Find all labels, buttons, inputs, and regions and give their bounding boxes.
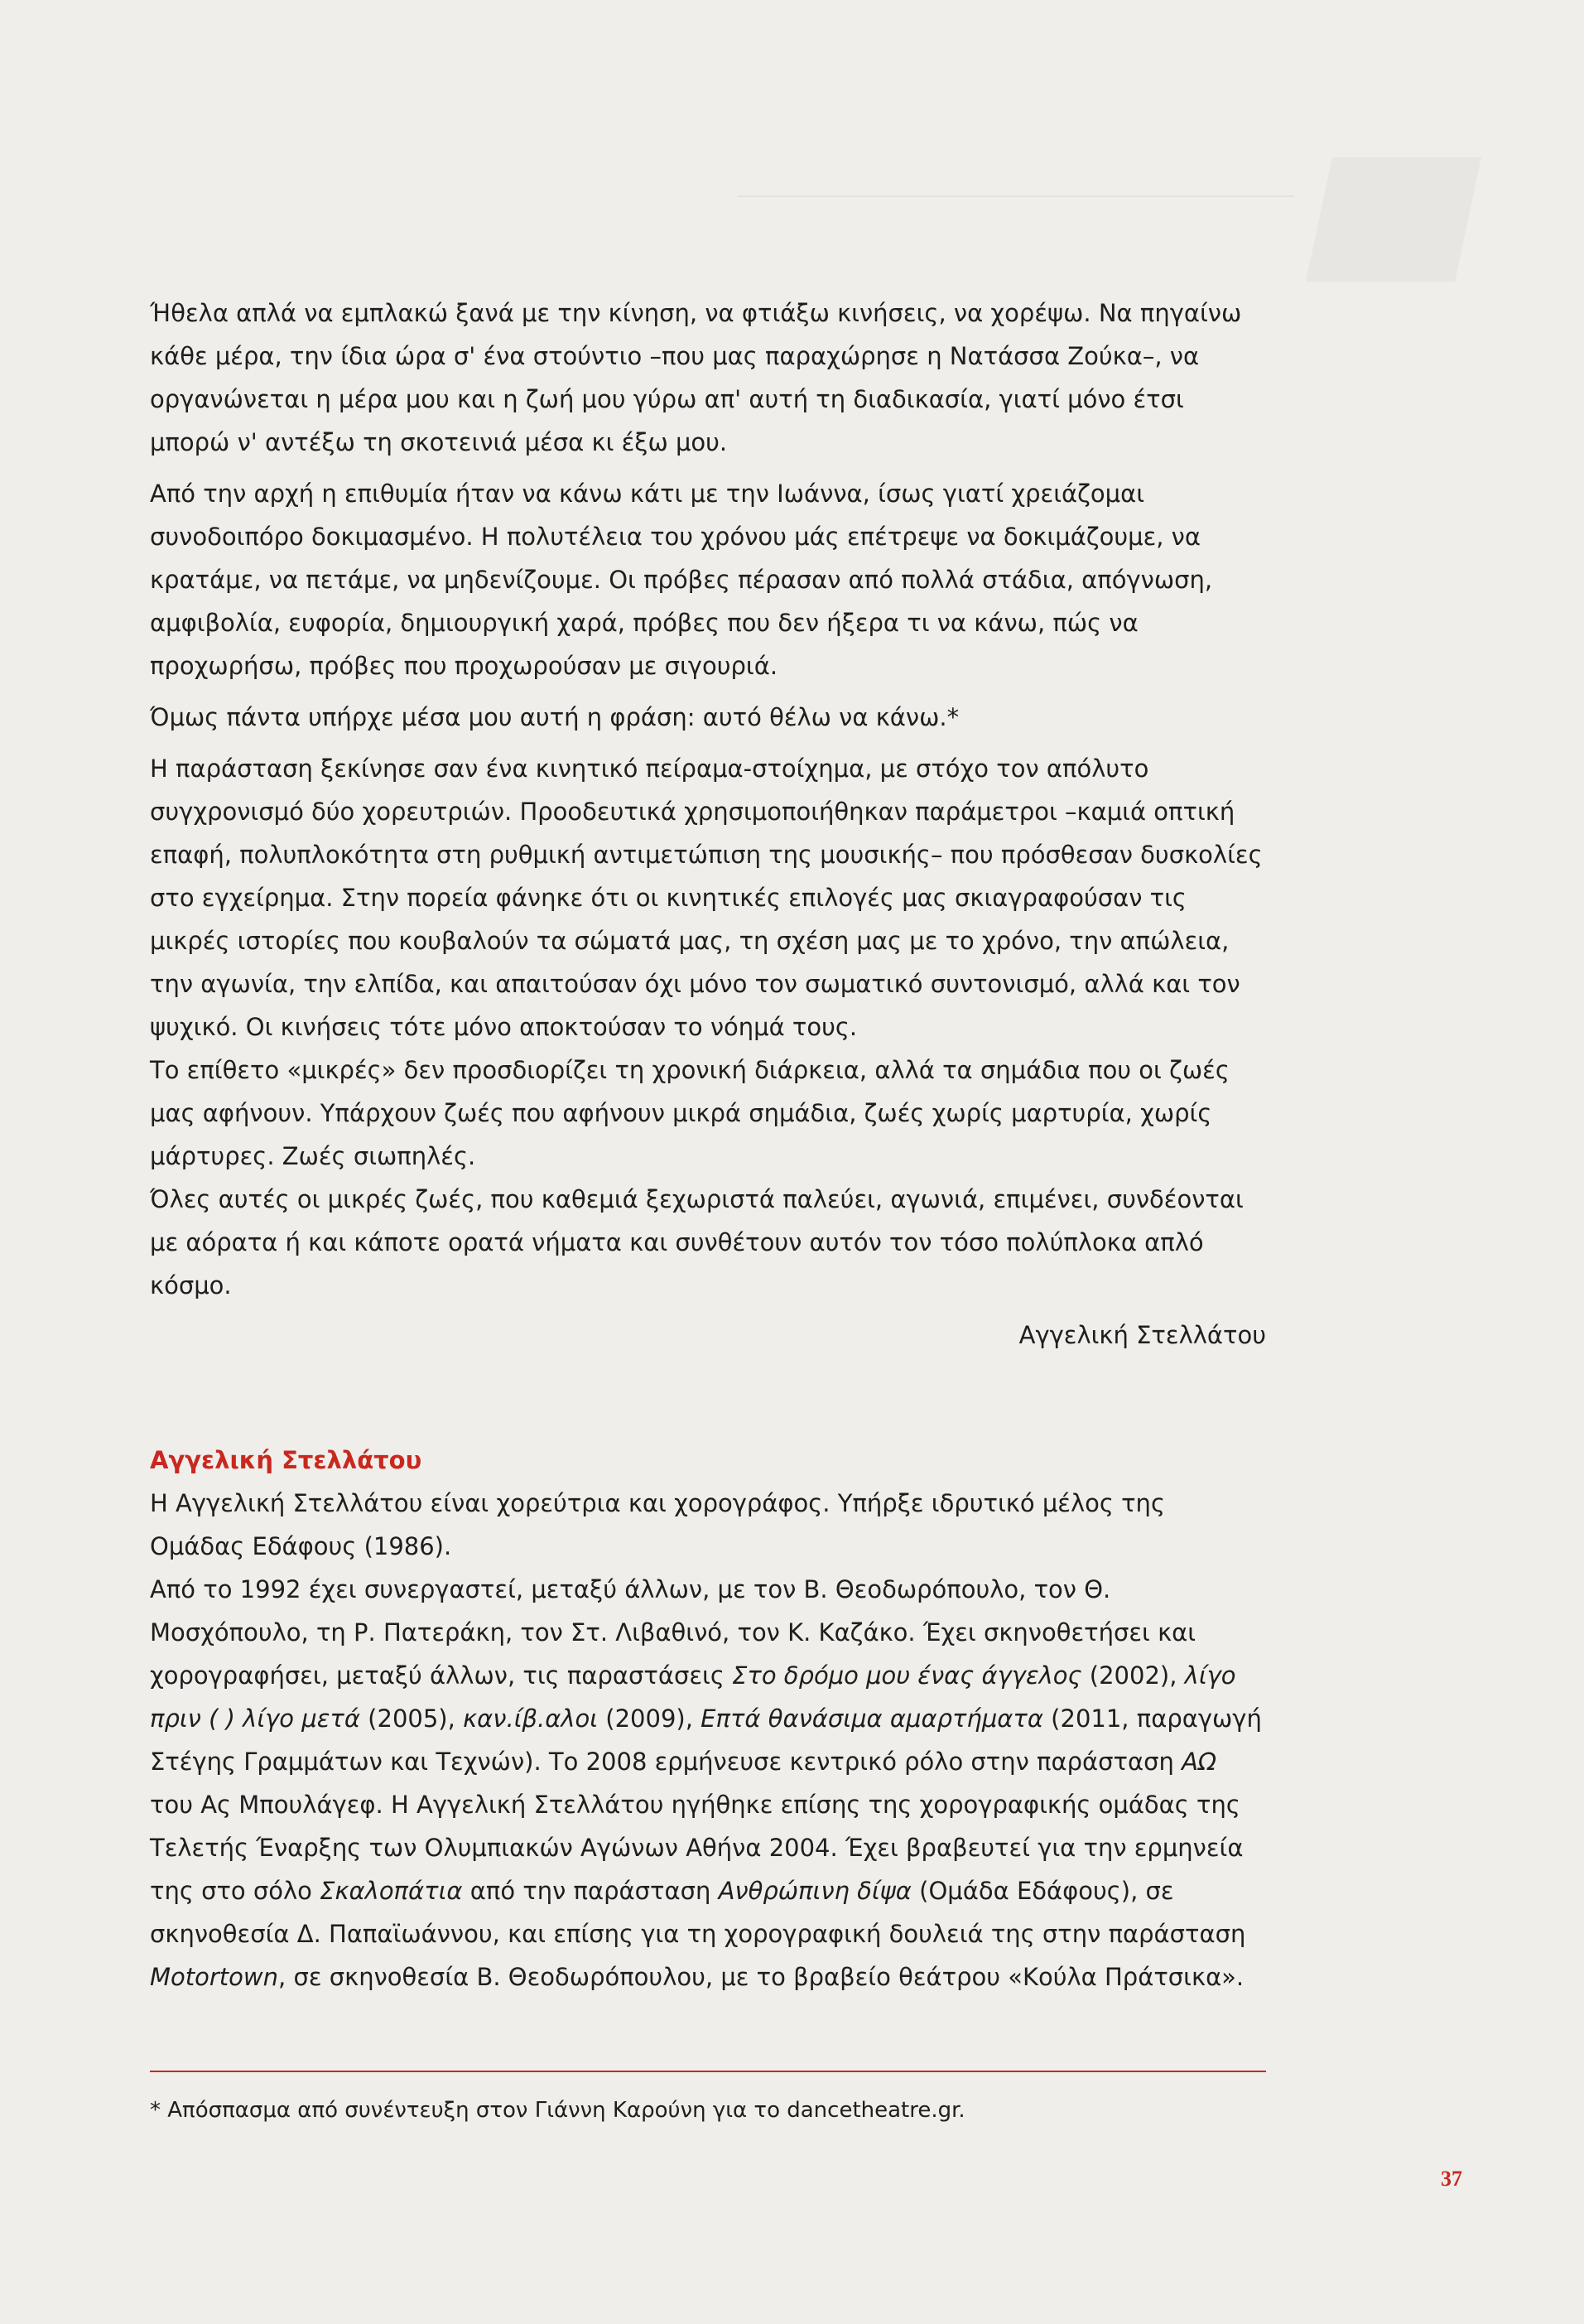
bio-heading: Αγγελική Στελλάτου xyxy=(150,1446,422,1474)
bio-text: Από το 1992 έχει συνεργαστεί, μεταξύ άλλων, με τον Β. Θεοδωρόπουλο, τον Θ. Μοσχόπουλο, τη Ρ. Πατεράκη, τον Στ. Λιβαθινό, τον Κ. Καζάκο. Έχει σκηνοθετήσει και χορογραφήσει, μεταξύ άλλων, τις παραστάσεις xyxy=(150,1575,1196,1690)
bio-text: (2009), xyxy=(598,1704,701,1733)
paragraph: Από την αρχή η επιθυμία ήταν να κάνω κάτι με την Ιωάννα, ίσως γιατί χρειάζομαι συνοδοιπόρο δοκιμασμένο. Η πολυτέλεια του χρόνου μάς επέτρεψε να δοκιμάζουμε, να κρατάμε, να πετάμε, να μηδενίζουμε. Οι πρόβες πέρασαν από πολλά στάδια, απόγνωση, αμφιβολία, ευφορία, δημιουργική χαρά, πρόβες που δεν ήξερα τι να κάνω, πώς να προχωρήσω, πρόβες που προχωρούσαν με σιγουριά. xyxy=(150,480,1213,680)
bleed-through-line xyxy=(737,195,1294,197)
bio-text: (2002), xyxy=(1081,1661,1185,1690)
work-title: Στο δρόμο μου ένας άγγελος xyxy=(732,1661,1082,1690)
bio-text: από την παράσταση xyxy=(462,1877,719,1905)
author-signature: Αγγελική Στελλάτου xyxy=(1018,1321,1266,1349)
work-title: λίγο πριν ( ) λίγο μετά xyxy=(150,1661,1236,1733)
work-title: καν.ίβ.αλοι xyxy=(463,1704,599,1733)
work-title: Σκαλοπάτια xyxy=(320,1877,463,1905)
bio-text: του Ας Μπουλάγεφ. Η Αγγελική Στελλάτου ηγήθηκε επίσης της χορογραφικής ομάδας της Τελετής Έναρξης των Ολυμπιακών Αγώνων Αθήνα 2004. Έχει βραβευτεί για την ερμηνεία της στο σόλο xyxy=(150,1791,1244,1905)
bio-text: (Ομάδα Εδάφους), σε σκηνοθεσία Δ. Παπαϊωάννου, και επίσης για τη χορογραφική δουλειά της στην παράσταση xyxy=(150,1877,1246,1948)
bio-text: , σε σκηνοθεσία Β. Θεοδωρόπουλου, με το βραβείο θεάτρου «Κούλα Πράτσικα». xyxy=(278,1963,1245,1991)
bio-text: (2005), xyxy=(359,1704,464,1733)
paragraph: Όλες αυτές οι μικρές ζωές, που καθεμιά ξεχωριστά παλεύει, αγωνιά, επιμένει, συνδέονται με αόρατα ή και κάποτε ορατά νήματα και συνθέτουν αυτόν τον τόσο πολύπλοκα απλό κόσμο. xyxy=(150,1185,1244,1299)
bleed-through-shape xyxy=(1306,157,1481,282)
article-body xyxy=(150,292,1266,1365)
bio-paragraph xyxy=(150,1568,1266,1999)
work-title: Motortown xyxy=(150,1963,279,1991)
paragraph: Όμως πάντα υπήρχε μέσα μου αυτή η φράση: αυτό θέλω να κάνω.* xyxy=(150,703,960,731)
work-title: Ανθρώπινη δίψα xyxy=(718,1877,912,1905)
paragraph: Ήθελα απλά να εμπλακώ ξανά με την κίνηση, να φτιάξω κινήσεις, να χορέψω. Να πηγαίνω κάθε μέρα, την ίδια ώρα σ' ένα στούντιο –που μας παραχώρησε η Νατάσσα Ζούκα–, να οργανώνεται η μέρα μου και η ζωή μου γύρω απ' αυτή τη διαδικασία, γιατί μόνο έτσι μπορώ ν' αντέξω τη σκοτεινιά μέσα κι έξω μου. xyxy=(150,299,1242,456)
footnote: * Απόσπασμα από συνέντευξη στον Γιάννη Καρούνη για το dancetheatre.gr. xyxy=(150,2098,965,2123)
bio-text: (2011, παραγωγή Στέγης Γραμμάτων και Τεχνών). Το 2008 ερμήνευσε κεντρικό ρόλο στην παράσταση xyxy=(150,1704,1262,1776)
paragraph: Το επίθετο «μικρές» δεν προσδιορίζει τη χρονική διάρκεια, αλλά τα σημάδια που οι ζωές μας αφήνουν. Υπάρχουν ζωές που αφήνουν μικρά σημάδια, ζωές χωρίς μαρτυρία, χωρίς μάρτυρες. Ζωές σιωπηλές. xyxy=(150,1056,1230,1170)
work-title: ΑΩ xyxy=(1182,1748,1217,1776)
bio-paragraph: Η Αγγελική Στελλάτου είναι χορεύτρια και χορογράφος. Υπήρξε ιδρυτικό μέλος της Ομάδας Εδάφους (1986). xyxy=(150,1489,1165,1560)
work-title: Επτά θανάσιμα αμαρτήματα xyxy=(701,1704,1043,1733)
paragraph: Η παράσταση ξεκίνησε σαν ένα κινητικό πείραμα-στοίχημα, με στόχο τον απόλυτο συγχρονισμό δύο χορευτριών. Προοδευτικά χρησιμοποιήθηκαν παράμετροι –καμιά οπτική επαφή, πολυπλοκότητα στη ρυθμική αντιμετώπιση της μουσικής– που πρόσθεσαν δυσκολίες στο εγχείρημα. Στην πορεία φάνηκε ότι οι κινητικές επιλογές μας σκιαγραφούσαν τις μικρές ιστορίες που κουβαλούν τα σώματά μας, τη σχέση μας με το χρόνο, την απώλεια, την αγωνία, την ελπίδα, και απαιτούσαν όχι μόνο τον σωματικό συντονισμό, αλλά και τον ψυχικό. Οι κινήσεις τότε μόνο αποκτούσαν το νόημά τους. xyxy=(150,755,1263,1041)
page-number: 37 xyxy=(1441,2167,1462,2191)
author-bio xyxy=(150,1439,1266,1999)
footnote-divider xyxy=(150,2071,1266,2072)
